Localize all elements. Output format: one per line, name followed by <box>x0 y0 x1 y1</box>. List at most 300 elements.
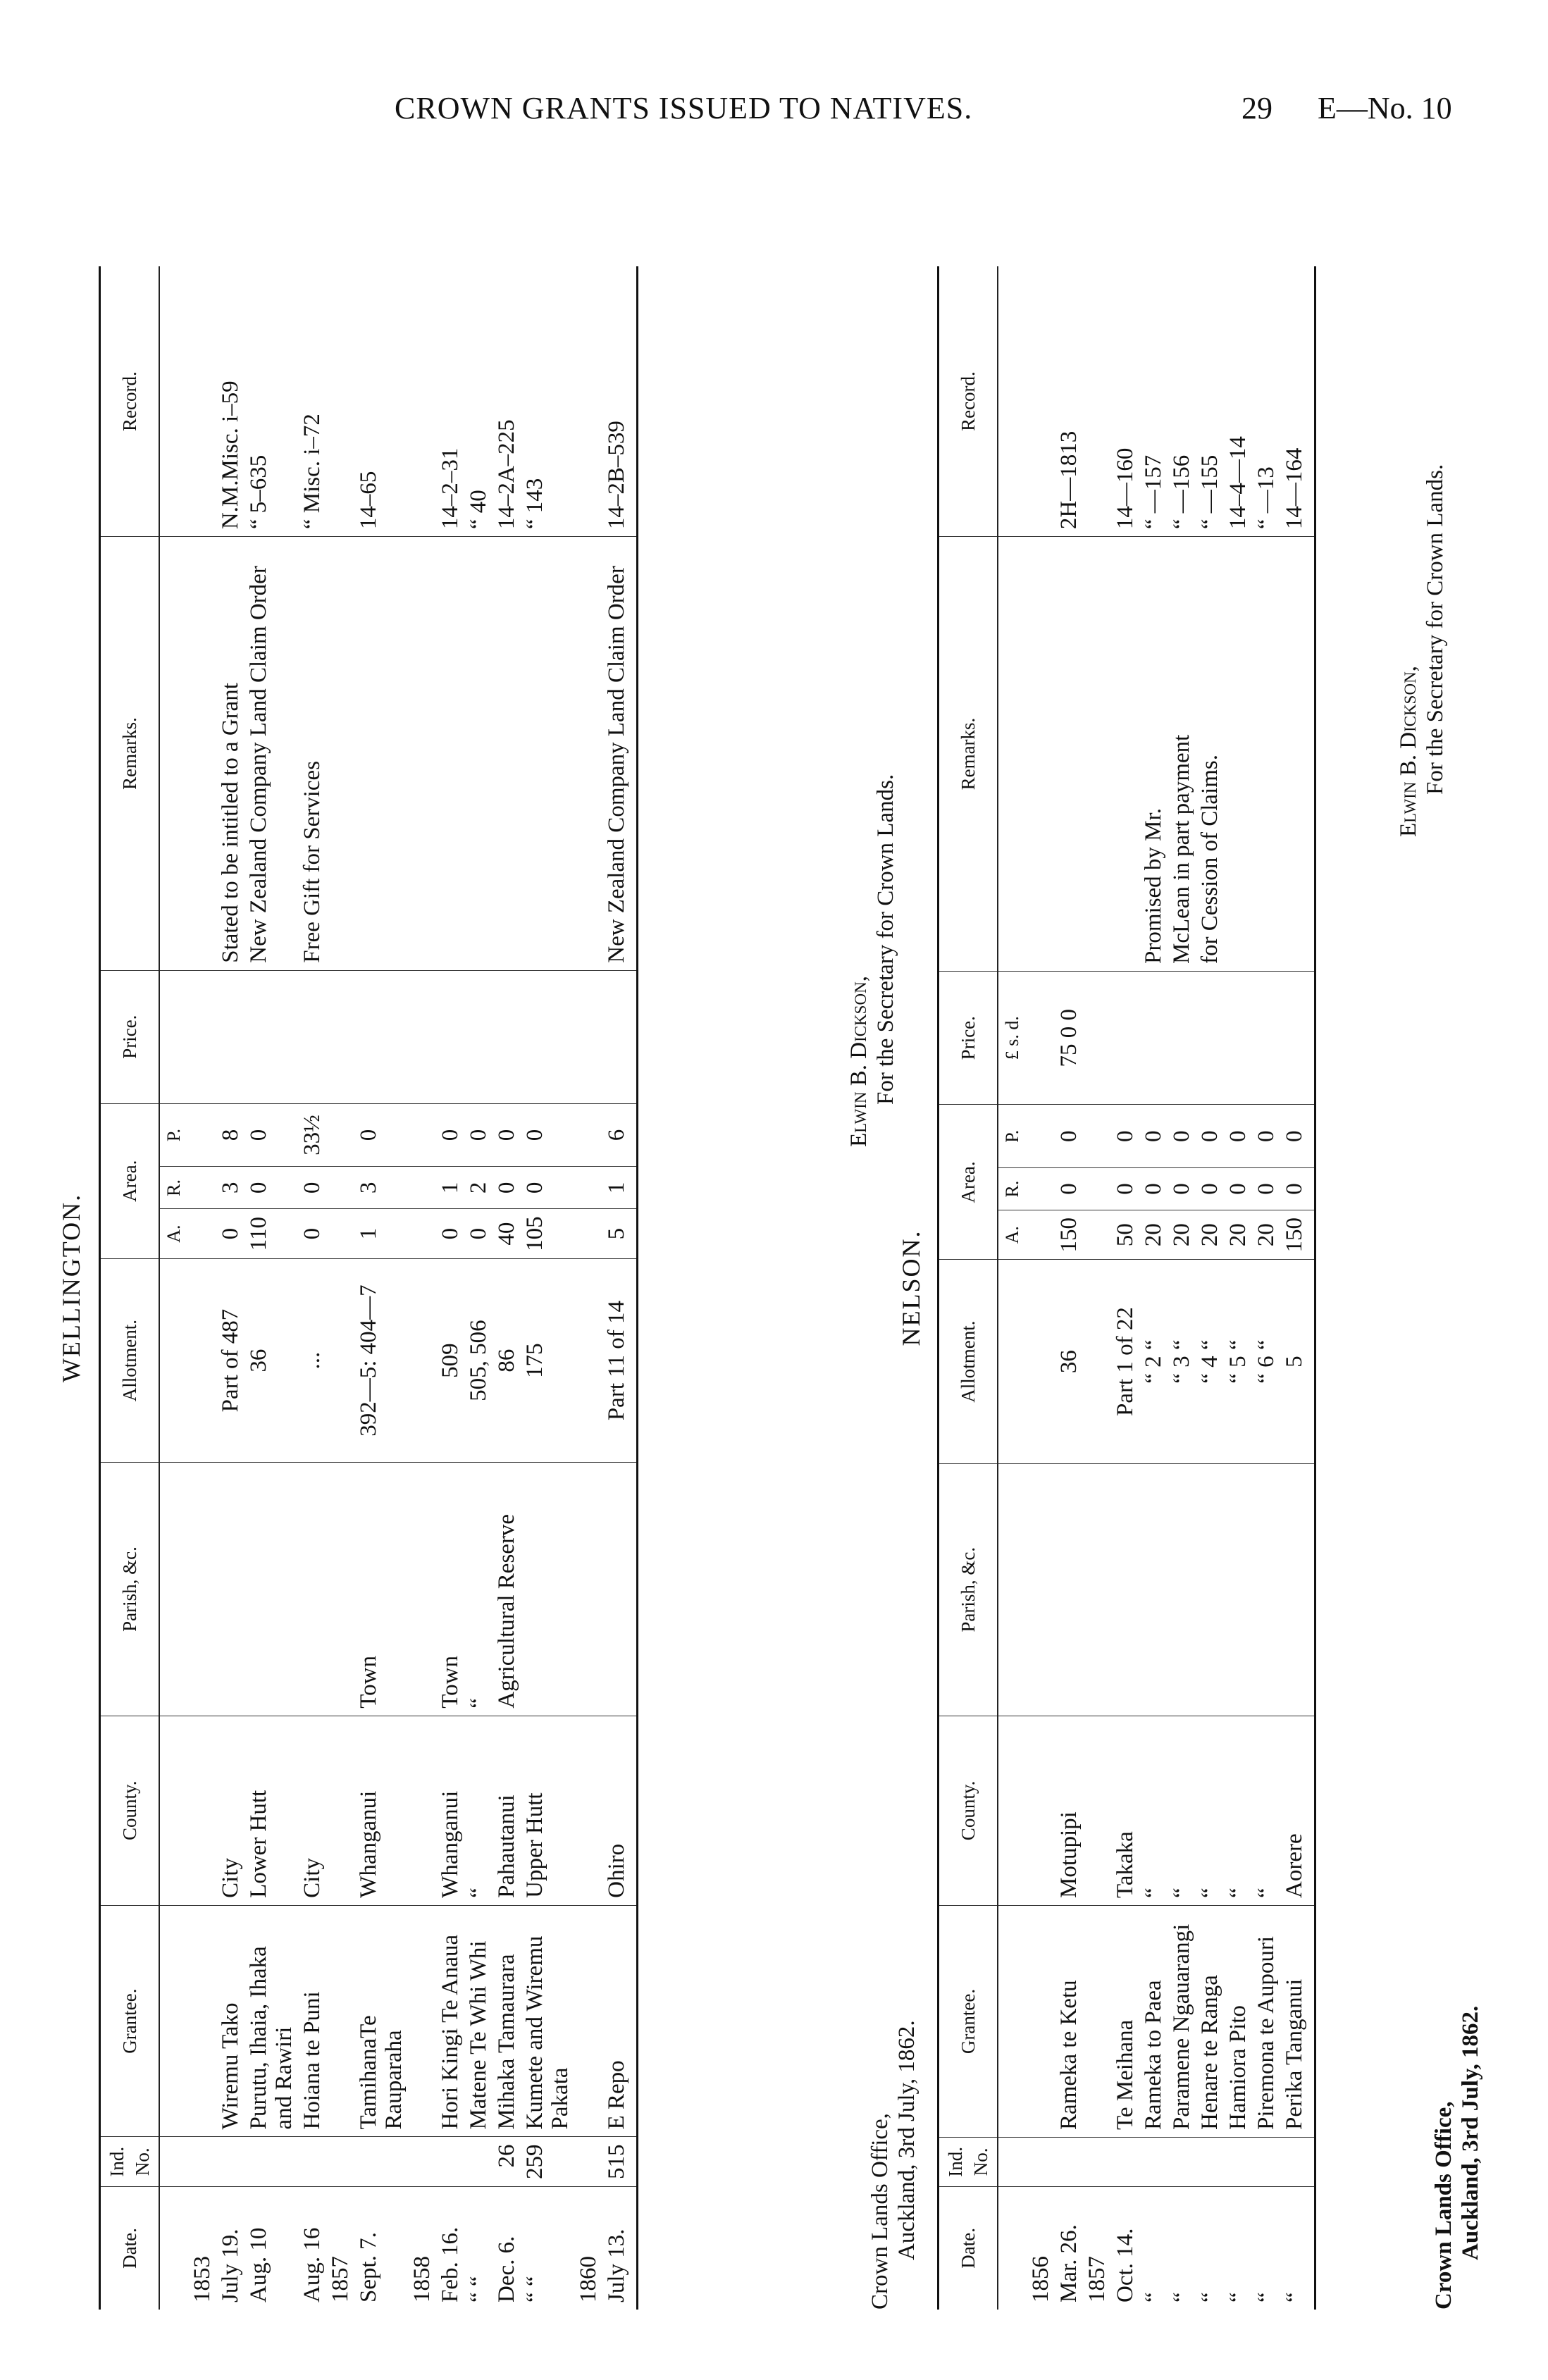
unit-price: £ s. d. <box>998 971 1027 1104</box>
cell-remarks <box>408 537 436 971</box>
cell-ind: 259 <box>521 2137 574 2187</box>
cell-date: “ <box>1139 2186 1168 2310</box>
cell-county: “ <box>1139 1716 1168 1905</box>
table-row <box>216 266 244 2310</box>
cell-remarks: Stated to be intitled to a Grant <box>216 537 244 971</box>
wellington-rows <box>159 266 638 2310</box>
signatory-title: For the Secretary for Crown Lands. <box>873 774 898 1105</box>
cell-county: “ <box>464 1716 493 1905</box>
cell-price <box>1027 971 1055 1104</box>
cell-record <box>574 266 602 537</box>
cell-p: 0 <box>1252 1105 1280 1168</box>
cell-record: “ —155 <box>1197 454 1222 530</box>
cell-county: City <box>216 1716 244 1905</box>
cell-r: 1 <box>602 1167 638 1209</box>
col-area: Area. <box>100 1103 160 1258</box>
cell-allotment <box>574 1258 602 1463</box>
cell-grantee: Rameka to Paea <box>1139 1906 1168 2138</box>
office-line-1: Crown Lands Office, <box>867 2113 893 2310</box>
cell-price <box>521 970 574 1103</box>
cell-allotment: “ 6 “ <box>1252 1260 1280 1463</box>
col-price: Price. <box>939 971 998 1104</box>
cell-allotment: 509 <box>436 1258 464 1463</box>
table-row <box>464 266 493 2310</box>
table-row <box>521 266 574 2310</box>
cell-record <box>1027 266 1055 537</box>
cell-ind <box>326 2137 354 2187</box>
cell-remarks: New Zealand Company Land Claim Order <box>602 537 638 971</box>
cell-grantee: Paramene Ngauarangi <box>1168 1906 1196 2138</box>
cell-p: 6 <box>602 1103 638 1167</box>
cell-price <box>1139 971 1168 1104</box>
cell-allotment: Part 1 of 22 <box>1111 1260 1139 1463</box>
cell-county: City <box>298 1716 326 1905</box>
cell-record: “ 40 <box>466 490 491 530</box>
cell-parish <box>1252 1463 1280 1716</box>
cell-price <box>216 970 244 1103</box>
office-line-2: Auckland, 3rd July, 1862. <box>1458 2005 1483 2260</box>
cell-r: 3 <box>354 1167 408 1209</box>
cell-grantee: Mihaka Tamaurara <box>493 1905 521 2137</box>
cell-p: 0 <box>1224 1105 1252 1168</box>
cell-ind: 515 <box>602 2137 638 2187</box>
cell-parish: “ <box>464 1463 493 1716</box>
cell-allotment <box>1083 1260 1111 1463</box>
cell-parish <box>1196 1463 1224 1716</box>
cell-r: 0 <box>1252 1168 1280 1210</box>
cell-grantee: Purutu, Ihaia, Ihaka and Rawiri <box>244 1905 298 2137</box>
cell-county <box>188 1716 216 1905</box>
table-row <box>1196 266 1224 2310</box>
cell-ind <box>1168 2137 1196 2186</box>
cell-a: 105 <box>521 1209 574 1259</box>
table-row <box>574 266 602 2310</box>
col-remarks: Remarks. <box>100 537 160 971</box>
cell-p <box>188 1103 216 1167</box>
cell-remarks: Free Gift for Services <box>298 537 326 971</box>
cell-remarks: McLean in part payment <box>1168 537 1196 972</box>
unit-perches: P. <box>998 1105 1027 1168</box>
cell-parish <box>1139 1463 1168 1716</box>
cell-county <box>408 1716 436 1905</box>
cell-record <box>1083 266 1111 537</box>
signatory-name: Elwin B. Dickson, <box>846 976 872 1147</box>
cell-a: 0 <box>436 1209 464 1259</box>
cell-record: “ —13 <box>1253 466 1279 530</box>
cell-p: 0 <box>1196 1105 1224 1168</box>
cell-record: 14—164 <box>1280 266 1315 537</box>
cell-parish <box>408 1463 436 1716</box>
cell-a: 0 <box>216 1209 244 1259</box>
cell-a <box>574 1209 602 1259</box>
cell-allotment <box>326 1258 354 1463</box>
cell-county <box>574 1716 602 1905</box>
cell-grantee <box>188 1905 216 2137</box>
table-row <box>1280 266 1315 2310</box>
cell-price: 75 0 0 <box>1055 971 1083 1104</box>
nelson-rows <box>998 266 1315 2310</box>
cell-record: “ —156 <box>1169 454 1194 530</box>
cell-r: 0 <box>521 1167 574 1209</box>
cell-grantee <box>408 1905 436 2137</box>
col-area: Area. <box>939 1105 998 1260</box>
cell-ind <box>354 2137 408 2187</box>
cell-r <box>1083 1168 1111 1210</box>
table-row <box>326 266 354 2310</box>
cell-date: “ “ <box>464 2186 493 2310</box>
cell-grantee: Matene Te Whi Whi <box>464 1905 493 2137</box>
cell-r: 1 <box>436 1167 464 1209</box>
page-title: CROWN GRANTS ISSUED TO NATIVES. <box>395 91 973 125</box>
office-line-1: Crown Lands Office, <box>1431 2101 1456 2310</box>
col-ind-no: Ind. No. <box>100 2137 160 2187</box>
col-county: County. <box>100 1716 160 1905</box>
cell-allotment <box>188 1258 216 1463</box>
col-allotment: Allotment. <box>939 1260 998 1463</box>
cell-p <box>1027 1105 1055 1168</box>
cell-record: 14–2–31 <box>438 447 463 530</box>
cell-r: 0 <box>1280 1168 1315 1210</box>
cell-allotment <box>408 1258 436 1463</box>
table-row <box>1111 266 1139 2310</box>
cell-parish <box>326 1463 354 1716</box>
unit-roods: R. <box>159 1167 188 1209</box>
cell-allotment: Part of 487 <box>216 1258 244 1463</box>
cell-record <box>188 266 216 537</box>
cell-r: 0 <box>1055 1168 1083 1210</box>
cell-parish: Town <box>354 1463 408 1716</box>
col-price: Price. <box>100 970 160 1103</box>
cell-p: 0 <box>244 1103 298 1167</box>
cell-a <box>408 1209 436 1259</box>
cell-date: Mar. 26. <box>1055 2186 1083 2310</box>
cell-record: 14–4—14 <box>1225 436 1251 530</box>
table-row <box>1139 266 1168 2310</box>
cell-parish <box>216 1463 244 1716</box>
col-date: Date. <box>100 2186 160 2310</box>
table-row <box>436 266 464 2310</box>
cell-parish <box>521 1463 574 1716</box>
cell-ind <box>436 2137 464 2187</box>
cell-allotment: “ 2 “ <box>1139 1260 1168 1463</box>
cell-ind <box>1252 2137 1280 2186</box>
units-row <box>998 266 1027 2310</box>
cell-record: 14–65 <box>356 471 381 530</box>
cell-parish <box>1168 1463 1196 1716</box>
cell-price <box>298 970 326 1103</box>
cell-date: 1853 <box>188 2186 216 2310</box>
cell-r: 0 <box>1224 1168 1252 1210</box>
table-row <box>1224 266 1252 2310</box>
cell-remarks <box>188 537 216 971</box>
cell-a: 0 <box>464 1209 493 1259</box>
cell-p: 0 <box>521 1103 574 1167</box>
cell-parish <box>602 1463 638 1716</box>
cell-r: 2 <box>464 1167 493 1209</box>
cell-a: 150 <box>1280 1210 1315 1260</box>
cell-county: “ <box>1196 1716 1224 1905</box>
cell-county: Whanganui <box>354 1716 408 1905</box>
cell-remarks <box>521 537 574 971</box>
cell-price <box>464 970 493 1103</box>
cell-price <box>1252 971 1280 1104</box>
cell-record <box>408 266 436 537</box>
col-grantee: Grantee. <box>939 1906 998 2138</box>
unit-acres: A. <box>998 1210 1027 1260</box>
cell-county: “ <box>1252 1716 1280 1905</box>
unit-acres: A. <box>159 1209 188 1259</box>
cell-ind <box>244 2137 298 2187</box>
cell-a: 20 <box>1168 1210 1196 1260</box>
cell-remarks: New Zealand Company Land Claim Order <box>244 537 298 971</box>
cell-remarks: for Cession of Claims. <box>1196 537 1224 972</box>
nelson-header-row <box>939 266 998 2310</box>
cell-allotment: 86 <box>493 1258 521 1463</box>
cell-ind <box>1083 2137 1111 2186</box>
cell-allotment: 36 <box>1055 1260 1083 1463</box>
cell-p: 0 <box>1055 1105 1083 1168</box>
cell-ind <box>1224 2137 1252 2186</box>
cell-remarks <box>326 537 354 971</box>
page-header <box>0 90 1548 132</box>
cell-p <box>1083 1105 1111 1168</box>
signatory-name: Elwin B. Dickson, <box>1396 666 1421 837</box>
cell-allotment: “ 5 “ <box>1224 1260 1252 1463</box>
cell-county: Pahautanui <box>493 1716 521 1905</box>
cell-ind <box>1280 2137 1315 2186</box>
cell-p: 0 <box>1139 1105 1168 1168</box>
cell-grantee <box>1027 1906 1055 2138</box>
cell-ind <box>464 2137 493 2187</box>
cell-p: 0 <box>1280 1105 1315 1168</box>
cell-r: 0 <box>244 1167 298 1209</box>
cell-date: Oct. 14. <box>1111 2186 1139 2310</box>
cell-date: 1858 <box>408 2186 436 2310</box>
cell-date: Aug. 16 <box>298 2186 326 2310</box>
cell-ind <box>1196 2137 1224 2186</box>
wellington-header-row <box>100 266 160 2310</box>
cell-remarks <box>1280 537 1315 972</box>
cell-grantee: Wiremu Tako <box>216 1905 244 2137</box>
cell-price <box>1224 971 1252 1104</box>
cell-p: 0 <box>436 1103 464 1167</box>
table-row <box>188 266 216 2310</box>
cell-parish <box>1083 1463 1111 1716</box>
cell-grantee: Hamiora Pito <box>1224 1906 1252 2138</box>
wellington-signature <box>846 774 899 1147</box>
cell-county: Takaka <box>1111 1716 1139 1905</box>
cell-remarks <box>354 537 408 971</box>
cell-ind: 26 <box>493 2137 521 2187</box>
cell-allotment: 5 <box>1280 1260 1315 1463</box>
cell-price <box>1168 971 1196 1104</box>
cell-grantee: TamihanaTe Rauparaha <box>354 1905 408 2137</box>
cell-county: Aorere <box>1280 1716 1315 1905</box>
cell-r <box>574 1167 602 1209</box>
cell-a: 5 <box>602 1209 638 1259</box>
cell-county <box>1027 1716 1055 1905</box>
cell-price <box>244 970 298 1103</box>
table-row <box>602 266 638 2310</box>
cell-date: “ <box>1280 2186 1315 2310</box>
cell-r: 3 <box>216 1167 244 1209</box>
cell-record: “ 143 <box>522 478 547 530</box>
col-parish: Parish, &c. <box>939 1463 998 1716</box>
cell-grantee <box>326 1905 354 2137</box>
cell-a: 110 <box>244 1209 298 1259</box>
cell-record: “ Misc. i–72 <box>299 414 325 530</box>
cell-grantee: Rameka te Ketu <box>1055 1906 1083 2138</box>
cell-a: 150 <box>1055 1210 1083 1260</box>
table-row <box>1168 266 1196 2310</box>
cell-allotment: 175 <box>521 1258 574 1463</box>
cell-allotment: “ 4 “ <box>1196 1260 1224 1463</box>
cell-price <box>574 970 602 1103</box>
cell-r <box>408 1167 436 1209</box>
cell-p <box>574 1103 602 1167</box>
cell-ind <box>216 2137 244 2187</box>
cell-r: 0 <box>1111 1168 1139 1210</box>
cell-a <box>1083 1210 1111 1260</box>
unit-perches: P. <box>159 1103 188 1167</box>
cell-a: 0 <box>298 1209 326 1259</box>
cell-ind <box>1139 2137 1168 2186</box>
cell-date: Sept. 7. <box>354 2186 408 2310</box>
cell-allotment: 505, 506 <box>464 1258 493 1463</box>
cell-p: 0 <box>493 1103 521 1167</box>
cell-parish <box>574 1463 602 1716</box>
cell-date: “ <box>1252 2186 1280 2310</box>
cell-date: 1857 <box>1083 2186 1111 2310</box>
cell-parish <box>1027 1463 1055 1716</box>
cell-record: 14—160 <box>1113 447 1138 530</box>
cell-date: 1857 <box>326 2186 354 2310</box>
cell-allotment: 392—5: 404—7 <box>354 1258 408 1463</box>
cell-remarks: Promised by Mr. <box>1139 537 1168 972</box>
nelson-title: NELSON. <box>897 1229 925 1346</box>
table-row <box>1252 266 1280 2310</box>
units-row <box>159 266 188 2310</box>
cell-r <box>1027 1168 1055 1210</box>
cell-price <box>1280 971 1315 1104</box>
cell-county <box>1083 1716 1111 1905</box>
cell-r <box>188 1167 216 1209</box>
cell-ind <box>1055 2137 1083 2186</box>
cell-remarks <box>1111 537 1139 972</box>
cell-remarks <box>1224 537 1252 972</box>
cell-county: Ohiro <box>602 1716 638 1905</box>
cell-date: “ “ <box>521 2186 574 2310</box>
cell-parish: Agricultural Reserve <box>493 1463 521 1716</box>
cell-grantee <box>1083 1906 1111 2138</box>
cell-p: 8 <box>216 1103 244 1167</box>
rotated-document-body <box>0 168 1548 2380</box>
cell-grantee: Te Meihana <box>1111 1906 1139 2138</box>
cell-a: 50 <box>1111 1210 1139 1260</box>
wellington-title: WELLINGTON. <box>57 1193 85 1383</box>
cell-allotment: Part 11 of 14 <box>602 1258 638 1463</box>
cell-date: July 19. <box>216 2186 244 2310</box>
nelson-signature <box>1395 464 1449 837</box>
cell-p: 0 <box>1111 1105 1139 1168</box>
cell-grantee: Hori Kingi Te Anaua <box>436 1905 464 2137</box>
cell-remarks <box>574 537 602 971</box>
cell-remarks <box>1083 537 1111 972</box>
cell-r: 0 <box>493 1167 521 1209</box>
signatory-title: For the Secretary for Crown Lands. <box>1423 464 1448 795</box>
cell-county: Motupipi <box>1055 1716 1083 1905</box>
cell-price <box>1083 971 1111 1104</box>
cell-record: 14–2B–539 <box>602 266 638 537</box>
cell-date: “ <box>1196 2186 1224 2310</box>
cell-date: “ <box>1224 2186 1252 2310</box>
cell-record: “ 5–635 <box>246 454 271 530</box>
cell-p: 0 <box>464 1103 493 1167</box>
cell-county: Lower Hutt <box>244 1716 298 1905</box>
cell-a <box>1027 1210 1055 1260</box>
cell-r <box>326 1167 354 1209</box>
cell-p <box>408 1103 436 1167</box>
cell-p: 0 <box>354 1103 408 1167</box>
cell-parish <box>1055 1463 1083 1716</box>
cell-date: 1856 <box>1027 2186 1055 2310</box>
cell-remarks <box>436 537 464 971</box>
cell-county: Whanganui <box>436 1716 464 1905</box>
cell-price <box>326 970 354 1103</box>
cell-a <box>188 1209 216 1259</box>
cell-grantee <box>574 1905 602 2137</box>
col-county: County. <box>939 1716 998 1905</box>
cell-a: 20 <box>1252 1210 1280 1260</box>
cell-date: Feb. 16. <box>436 2186 464 2310</box>
cell-ind <box>298 2137 326 2187</box>
cell-remarks <box>1027 537 1055 972</box>
cell-record: 2H—1813 <box>1056 430 1082 530</box>
cell-parish <box>1280 1463 1315 1716</box>
cell-p: 33½ <box>298 1103 326 1167</box>
cell-record: N.M.Misc. i–59 <box>218 380 243 530</box>
cell-parish <box>1111 1463 1139 1716</box>
cell-price <box>188 970 216 1103</box>
nelson-office <box>1430 2006 1484 2310</box>
cell-a: 20 <box>1224 1210 1252 1260</box>
unit-roods: R. <box>998 1168 1027 1210</box>
cell-ind <box>408 2137 436 2187</box>
nelson-table <box>937 266 1316 2310</box>
col-record: Record. <box>939 266 998 537</box>
col-allotment: Allotment. <box>100 1258 160 1463</box>
cell-county: “ <box>1168 1716 1196 1905</box>
col-grantee: Grantee. <box>100 1905 160 2137</box>
cell-price <box>493 970 521 1103</box>
cell-grantee: E Repo <box>602 1905 638 2137</box>
col-record: Record. <box>100 266 160 537</box>
cell-a: 20 <box>1139 1210 1168 1260</box>
cell-parish <box>244 1463 298 1716</box>
table-row <box>1055 266 1083 2310</box>
cell-ind <box>188 2137 216 2187</box>
cell-remarks <box>1252 537 1280 972</box>
cell-date: “ <box>1168 2186 1196 2310</box>
cell-allotment: ... <box>298 1258 326 1463</box>
cell-record <box>326 266 354 537</box>
cell-date: 1860 <box>574 2186 602 2310</box>
cell-remarks <box>1055 537 1083 972</box>
cell-ind <box>1111 2137 1139 2186</box>
cell-parish <box>298 1463 326 1716</box>
cell-a <box>326 1209 354 1259</box>
cell-grantee: Kumete and Wiremu Pakata <box>521 1905 574 2137</box>
